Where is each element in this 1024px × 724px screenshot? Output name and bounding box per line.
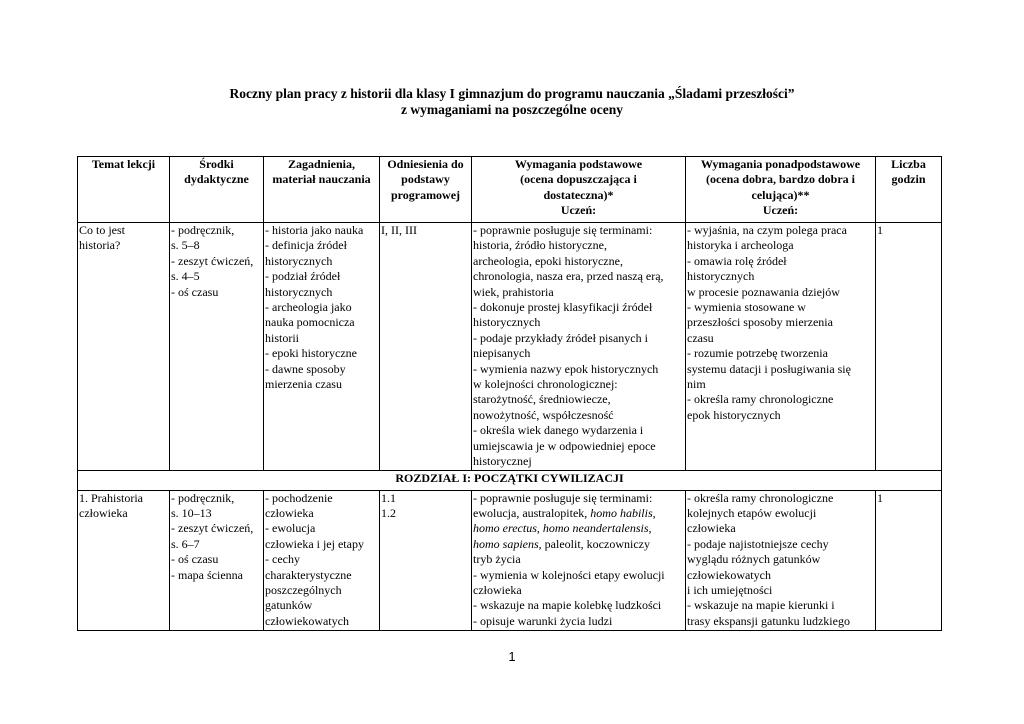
cell-line: - definicja źródeł: [265, 238, 347, 253]
cell-line: - dawne sposoby: [265, 361, 346, 376]
cell-liczba-godzin: 1: [876, 223, 942, 471]
cell-line: - podaje najistotniejsze cechy: [687, 536, 829, 551]
cell-line: nowożytność, współczesność: [473, 407, 614, 422]
cell-line: historia?: [79, 238, 121, 253]
cell-line: historycznych: [687, 269, 755, 284]
cell-line: s. 4–5: [171, 269, 200, 284]
cell-line: archeologia, epoki historyczne,: [473, 253, 623, 268]
cell-line: - archeologia jako: [265, 300, 352, 315]
cell-line: - omawia rolę źródeł: [687, 253, 787, 268]
cell-line: człowieka: [687, 521, 736, 536]
cell-line: - epoki historyczne: [265, 346, 357, 361]
cell-line: - podział źródeł: [265, 269, 341, 284]
header-row: [78, 157, 942, 223]
cell-line: - cechy: [265, 552, 300, 567]
table-row: [78, 223, 942, 471]
header-liczba-godzin: Liczba godzin: [876, 157, 942, 223]
cell-odniesienia: [380, 490, 472, 630]
plan-table: [77, 156, 942, 631]
cell-line: - poprawnie posługuje się terminami:: [473, 223, 653, 237]
cell-line: człowieka: [265, 505, 314, 520]
cell-zagadnienia: [264, 490, 380, 630]
cell-line: poszczególnych: [265, 582, 342, 597]
cell-line: człowieka: [79, 505, 128, 520]
cell-line: historii: [265, 330, 300, 345]
cell-line: i ich umiejętności: [687, 582, 773, 597]
cell-line: epok historycznych: [687, 407, 781, 422]
cell-line: - określa wiek danego wydarzenia i: [473, 423, 644, 438]
cell-line: wyglądu różnych gatunków: [687, 552, 821, 567]
cell-line: 1.1: [381, 490, 396, 505]
cell-line: mierzenia czasu: [265, 377, 342, 392]
cell-line: s. 6–7: [171, 536, 200, 551]
cell-zagadnienia: [264, 223, 380, 471]
cell-line: 1.2: [381, 505, 396, 520]
document-title: [0, 86, 1024, 118]
cell-line: - zeszyt ćwiczeń,: [171, 253, 254, 268]
chapter-title: ROZDZIAŁ I: POCZĄTKI CYWILIZACJI: [78, 470, 942, 490]
cell-line: historycznej: [473, 454, 532, 469]
cell-line: - określa ramy chronologiczne: [687, 490, 834, 505]
cell-line: - oś czasu: [171, 552, 219, 567]
cell-line: - określa ramy chronologiczne: [687, 392, 834, 407]
page-number: 1: [508, 649, 516, 664]
cell-line: nauka pomocnicza: [265, 315, 355, 330]
cell-line: I, II, III: [381, 223, 417, 237]
cell-line: - ewolucja: [265, 521, 316, 536]
cell-line: s. 10–13: [171, 505, 212, 520]
cell-wymagania-ponadpodstawowe: [686, 490, 876, 630]
cell-line: człowiekowatych: [265, 613, 349, 628]
header-odniesienia: Odniesienia do podstawy programowej: [380, 157, 472, 223]
header-wymagania-ponadpodstawowe: Wymagania ponadpodstawowe (ocena dobra, bardzo dobra i celująca)** Uczeń:: [686, 157, 876, 223]
cell-temat: [78, 490, 170, 630]
cell-line: starożytność, średniowiecze,: [473, 392, 611, 407]
cell-line: historycznych: [265, 253, 333, 268]
cell-line: charakterystyczne: [265, 567, 352, 582]
chapter-row: [78, 470, 942, 490]
cell-line: - wyjaśnia, na czym polega praca: [687, 223, 847, 237]
cell-line: - dokonuje prostej klasyfikacji źródeł: [473, 300, 653, 315]
cell-line: - oś czasu: [171, 284, 219, 299]
cell-wymagania-podstawowe: - poprawnie posługuje się terminami: ewolucja, australopitek, homo habilis, homo erectus, homo neandertalensis, homo sapiens, paleolit, koczowniczy tryb życia - wymienia w kolejności etapy ewolucji człowieka - wskazuje na mapie kolebkę ludzkości - opisuje warunki życia ludzi: [472, 490, 686, 630]
cell-line: - podręcznik,: [171, 490, 235, 505]
cell-line: historyka i archeologa: [687, 238, 794, 253]
cell-line: chronologia, nasza era, przed naszą erą,: [473, 269, 664, 284]
cell-line: systemu datacji i posługiwania się: [687, 361, 851, 376]
header-zagadnienia: Zagadnienia, materiał nauczania: [264, 157, 380, 223]
cell-line: historia, źródło historyczne,: [473, 238, 607, 253]
cell-line: s. 5–8: [171, 238, 200, 253]
cell-temat: [78, 223, 170, 471]
cell-line: historycznych: [473, 315, 541, 330]
cell-line: gatunków: [265, 598, 313, 613]
cell-odniesienia: [380, 223, 472, 471]
cell-line: przeszłości sposoby mierzenia: [687, 315, 833, 330]
cell-line: człowiekowatych: [687, 567, 771, 582]
cell-wymagania-ponadpodstawowe: [686, 223, 876, 471]
cell-wymagania-podstawowe: [472, 223, 686, 471]
cell-srodki: [170, 223, 264, 471]
title-line-1: Roczny plan pracy z historii dla klasy I gimnazjum do programu nauczania „Śladami przeszłości”: [229, 86, 795, 101]
cell-srodki: [170, 490, 264, 630]
cell-line: w procesie poznawania dziejów: [687, 284, 840, 299]
cell-line: - podaje przykłady źródeł pisanych i: [473, 330, 648, 345]
cell-liczba-godzin: 1: [876, 490, 942, 630]
cell-line: nim: [687, 377, 706, 392]
cell-line: - wskazuje na mapie kierunki i: [687, 598, 835, 613]
table-row: [78, 490, 942, 630]
cell-line: - zeszyt ćwiczeń,: [171, 521, 254, 536]
cell-line: niepisanych: [473, 346, 531, 361]
cell-line: - wymienia stosowane w: [687, 300, 806, 315]
cell-line: trasy ekspansji gatunku ludzkiego: [687, 613, 850, 628]
cell-line: historycznych: [265, 284, 333, 299]
cell-line: - wymienia nazwy epok historycznych: [473, 361, 659, 376]
header-temat: Temat lekcji: [78, 157, 170, 223]
cell-line: 1. Prahistoria: [79, 490, 143, 505]
header-wymagania-podstawowe: Wymagania podstawowe (ocena dopuszczająca i dostateczna)* Uczeń:: [472, 157, 686, 223]
cell-line: - historia jako nauka: [265, 223, 364, 237]
cell-line: kolejnych etapów ewolucji: [687, 505, 817, 520]
cell-line: - rozumie potrzebę tworzenia: [687, 346, 828, 361]
cell-line: wiek, prahistoria: [473, 284, 554, 299]
cell-line: czasu: [687, 330, 714, 345]
cell-line: w kolejności chronologicznej:: [473, 377, 618, 392]
cell-line: - podręcznik,: [171, 223, 235, 237]
title-line-2: z wymaganiami na poszczególne oceny: [401, 102, 623, 117]
header-srodki: Środki dydaktyczne: [170, 157, 264, 223]
cell-line: Co to jest: [79, 223, 126, 237]
cell-line: - pochodzenie: [265, 490, 333, 505]
cell-line: człowieka i jej etapy: [265, 536, 364, 551]
cell-line: - mapa ścienna: [171, 567, 243, 582]
cell-line: umiejscawia je w odpowiedniej epoce: [473, 438, 656, 453]
